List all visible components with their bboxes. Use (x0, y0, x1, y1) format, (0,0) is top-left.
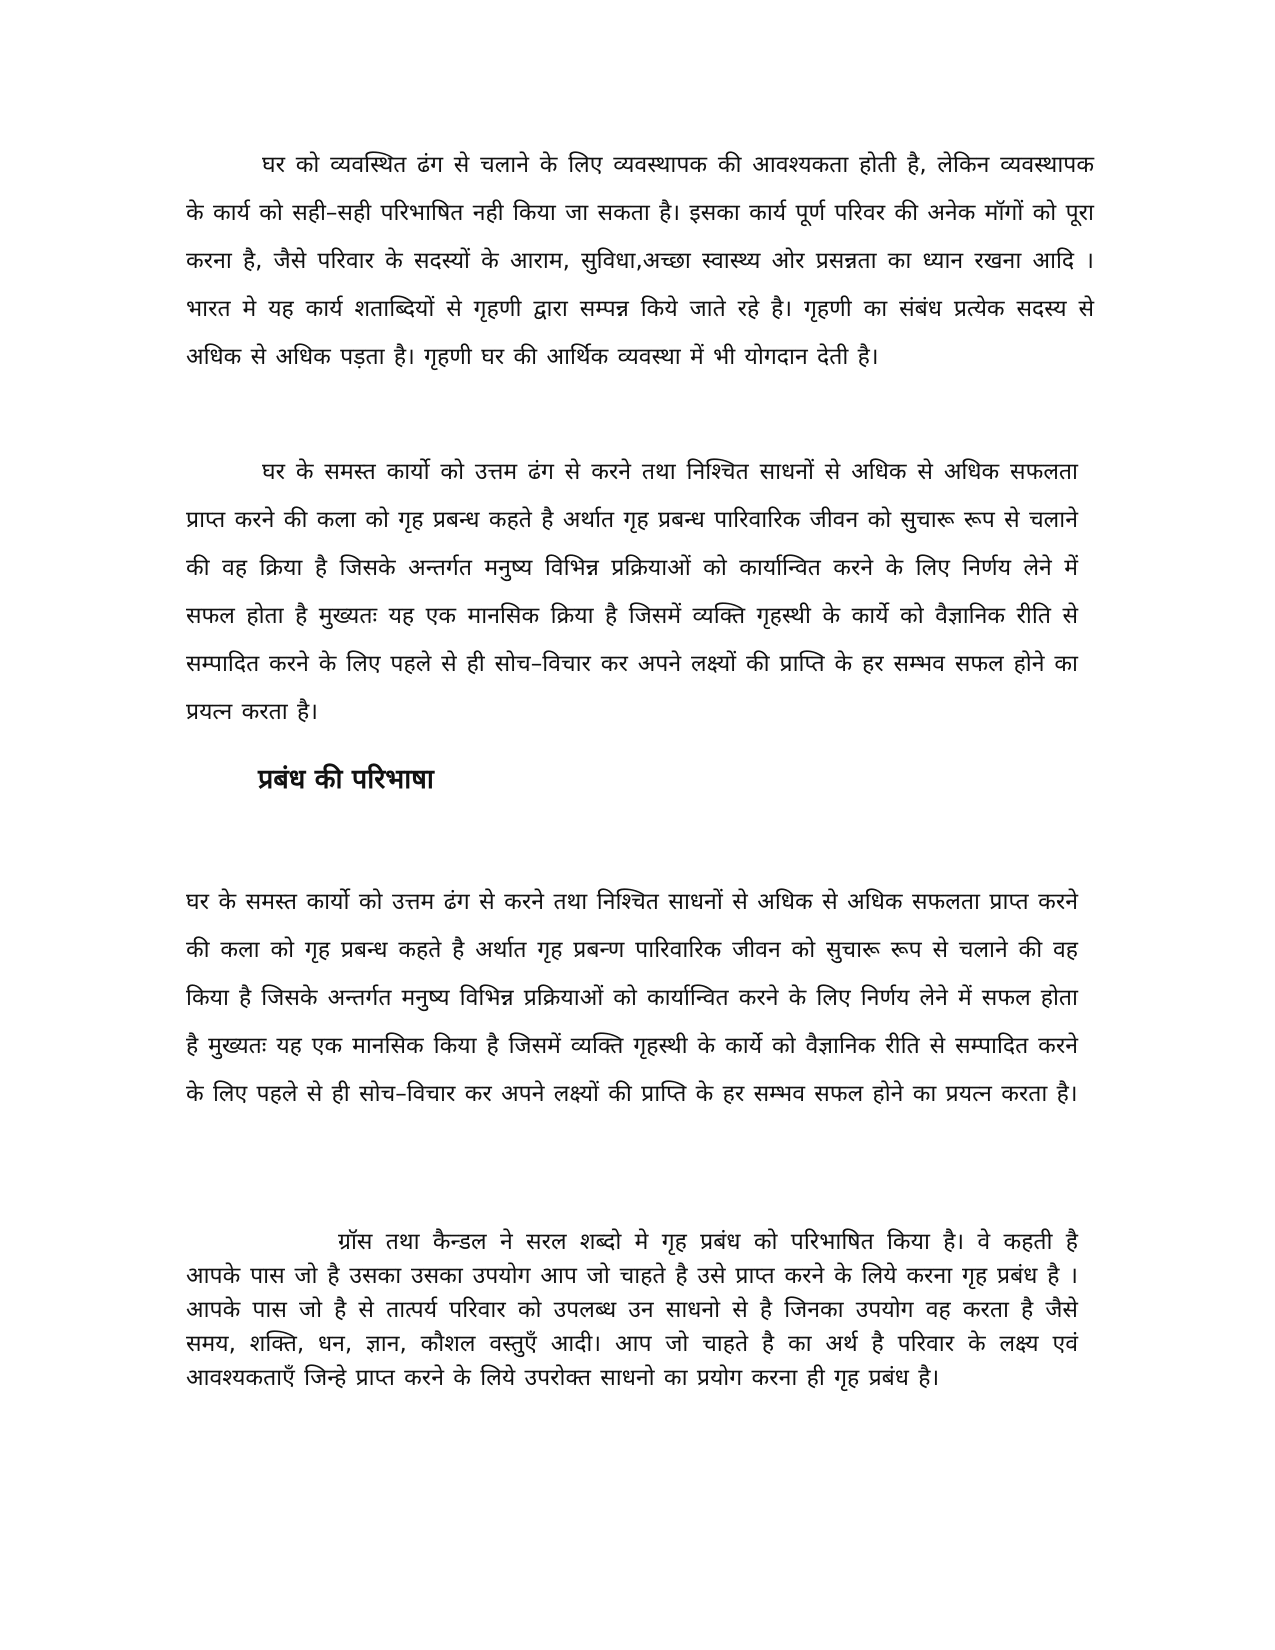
paragraph-definition: घर के समस्त कार्यो को उत्तम ढंग से करने तथा निश्चित साधनों से अधिक से अधिक सफलता प्राप्त करने की कला को गृह प्रबन्ध कहते है अर्थात गृह प्रबन्ण पारिवारिक जीवन को सुचारू रूप से चलाने की वह किया है जिसके अन्तर्गत मनुष्य विभिन्न प्रक्रियाओं को कार्यान्वित करने के लिए निर्णय लेने में सफल होता है मुख्यतः यह एक मानसिक किया है जिसमें व्यक्ति गृहस्थी के कार्ये को वैज्ञानिक रीति से सम्पादित करने के लिए पहले से ही सोच–विचार कर अपने लक्ष्यों की प्राप्ति के हर सम्भव सफल होने का प्रयत्न करता है। (186, 889, 1078, 1107)
paragraph-household-manager: घर को व्यवस्थित ढंग से चलाने के लिए व्यवस्थापक की आवश्यकता होती है, लेकिन व्यवस्थापक के कार्य को सही–सही परिभाषित नही किया जा सकता है। इसका कार्य पूर्ण परिवर की अनेक मॉगों को पूरा करना है, जैसे परिवार के सदस्यों के आराम, सुविधा,अच्छा स्वास्थ्य ओर प्रसन्नता का ध्यान रखना आदि । भारत मे यह कार्य शताब्दियों से गृहणी द्वारा सम्पन्न किये जाते रहे है। गृहणी का संबंध प्रत्येक सदस्य से अधिक से अधिक पड़ता है। गृहणी घर की आर्थिक व्यवस्था में भी योगदान देती है। (186, 152, 1094, 370)
paragraph-gross-crandall: ग्रॉस तथा कैन्डल ने सरल शब्दो मे गृह प्रबंध को परिभाषित किया है। वे कहती है आपके पास जो है उसका उसका उपयोग आप जो चाहते है उसे प्राप्त करने के लिये करना गृह प्रबंध है । आपके पास जो है से तात्पर्य परिवार को उपलब्ध उन साधनो से है जिनका उपयोग वह करता है जैसे समय, शक्ति, धन, ज्ञान, कौशल वस्तुएँ आदी। आप जो चाहते है का अर्थ है परिवार के लक्ष्य एवं आवश्यकताएँ जिन्हे प्राप्त करने के लिये उपरोक्त साधनो का प्रयोग करना ही गृह प्रबंध है। (186, 1229, 1078, 1391)
paragraph-home-management: घर के समस्त कार्यो को उत्तम ढंग से करने तथा निश्चित साधनों से अधिक से अधिक सफलता प्राप्त करने की कला को गृह प्रबन्ध कहते है अर्थात गृह प्रबन्ध पारिवारिक जीवन को सुचारू रूप से चलाने की वह क्रिया है जिसके अन्तर्गत मनुष्य विभिन्न प्रक्रियाओं को कार्यान्वित करने के लिए निर्णय लेने में सफल होता है मुख्यतः यह एक मानसिक क्रिया है जिसमें व्यक्ति गृहस्थी के कार्ये को वैज्ञानिक रीति से सम्पादित करने के लिए पहले से ही सोच–विचार कर अपने लक्ष्यों की प्राप्ति के हर सम्भव सफल होने का प्रयत्न करता है। (186, 459, 1078, 725)
section-heading: प्रबंध की परिभाषा (258, 764, 434, 795)
